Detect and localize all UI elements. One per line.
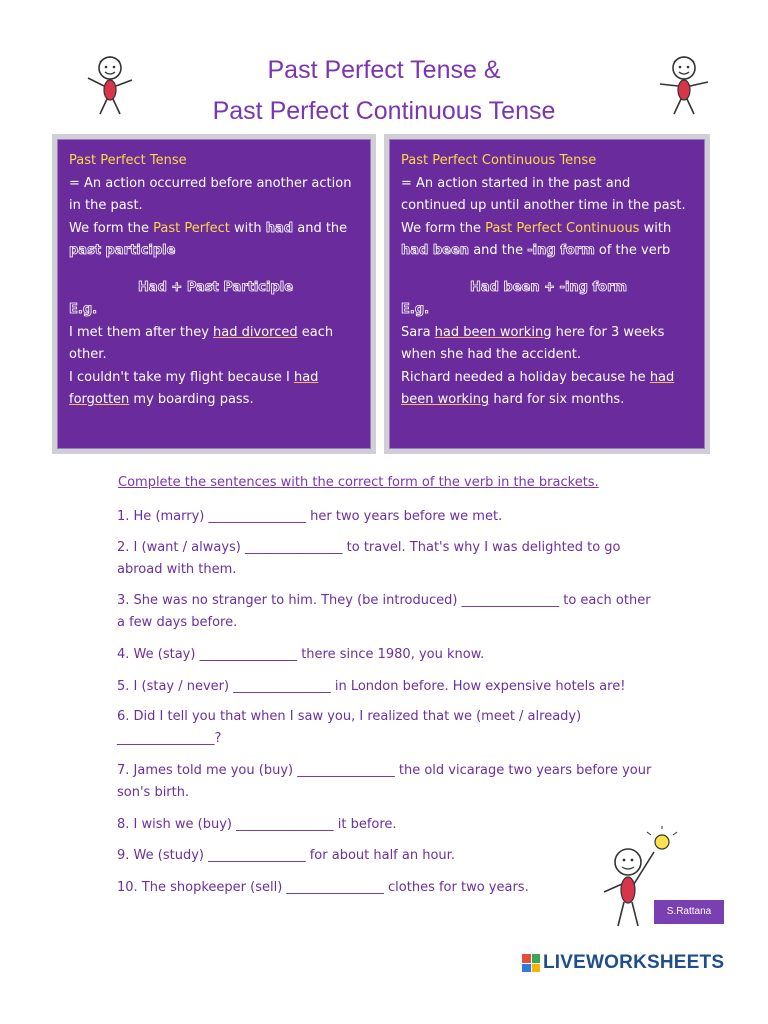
example-1: Sara had been working here for 3 weeks when she had the accident.	[401, 324, 665, 362]
question-4[interactable]: 4. We (stay) _______________ there since 1980, you know.	[117, 647, 485, 662]
form-rule: We form the Past Perfect Continuous with had been and the -ing form of the verb	[401, 220, 672, 258]
instruction: Complete the sentences with the correct form of the verb in the brackets.	[118, 475, 599, 490]
example-2: I couldn't take my flight because I had forgotten my boarding pass.	[69, 369, 319, 407]
question-10[interactable]: 10. The shopkeeper (sell) _______________ clothes for two years.	[117, 880, 529, 895]
past-perfect-panel	[52, 134, 376, 454]
panel-heading: Past Perfect Continuous Tense	[401, 153, 597, 168]
page-subtitle: Past Perfect Continuous Tense	[212, 97, 556, 125]
question-5[interactable]: 5. I (stay / never) _______________ in London before. How expensive hotels are!	[117, 679, 626, 694]
example-label: E.g.	[401, 302, 430, 317]
logo-mark-icon	[522, 954, 540, 972]
example-1: I met them after they had divorced each other.	[69, 324, 334, 362]
formula: Had been + -ing form	[469, 279, 628, 295]
page-title: Past Perfect Tense &	[267, 56, 501, 84]
past-perfect-continuous-panel	[384, 134, 710, 454]
formula: Had + Past Participle	[137, 279, 294, 295]
question-3[interactable]: 3. She was no stranger to him. They (be introduced) _______________ to each other a few days before.	[117, 593, 651, 630]
form-rule: We form the Past Perfect with had and the past participle	[69, 220, 348, 258]
question-6[interactable]: 6. Did I tell you that when I saw you, I realized that we (meet / already) _______________?	[117, 709, 582, 746]
question-8[interactable]: 8. I wish we (buy) _______________ it before.	[117, 817, 397, 832]
liveworksheets-logo[interactable]	[522, 950, 724, 976]
brand-name: LIVEWORKSHEETS	[543, 952, 725, 973]
panel-heading: Past Perfect Tense	[69, 153, 187, 168]
question-9[interactable]: 9. We (study) _______________ for about half an hour.	[117, 848, 455, 863]
definition: = An action started in the past and continued up until another time in the past.	[401, 175, 686, 213]
author-badge: S.Rattana	[654, 900, 724, 924]
example-2: Richard needed a holiday because he had been working hard for six months.	[401, 369, 675, 407]
question-1[interactable]: 1. He (marry) _______________ her two years before we met.	[117, 509, 503, 524]
example-label: E.g.	[69, 302, 98, 317]
question-7[interactable]: 7. James told me you (buy) _______________ the old vicarage two years before your son's birth.	[117, 763, 652, 800]
question-2[interactable]: 2. I (want / always) _______________ to travel. That's why I was delighted to go abroad with them.	[117, 540, 621, 577]
definition: = An action occurred before another action in the past.	[69, 175, 352, 213]
